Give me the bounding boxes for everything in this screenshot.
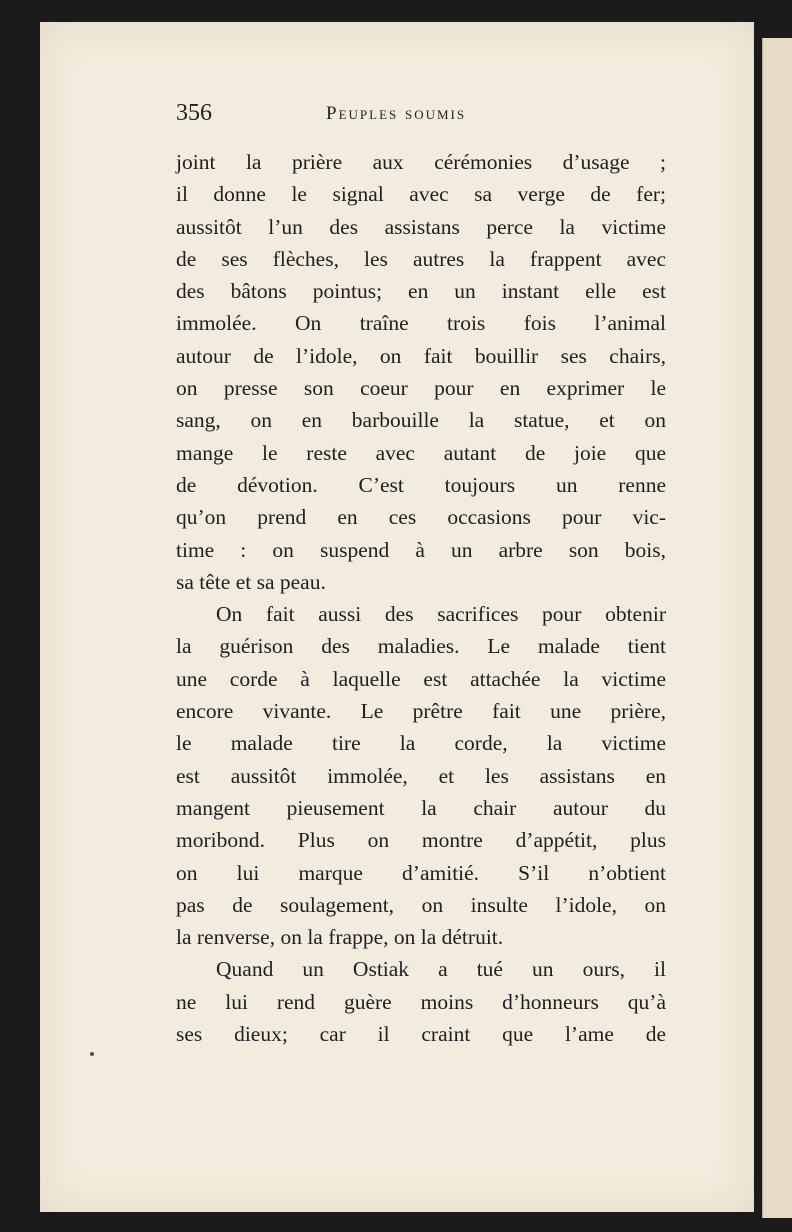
body-text — [176, 146, 666, 1050]
text-line: des bâtons pointus; en un instant elle est — [176, 279, 666, 304]
text-line: de ses flèches, les autres la frappent avec — [176, 246, 666, 271]
text-line: mange le reste avec autant de joie que — [176, 440, 666, 465]
text-line: on presse son coeur pour en exprimer le — [176, 376, 666, 401]
text-line: de dévotion. C’est toujours un renne — [176, 472, 666, 497]
text-line: sang, on en barbouille la statue, et on — [176, 408, 666, 433]
ink-speck — [90, 1052, 94, 1056]
paragraph-start-line: On fait aussi des sacrifices pour obtenir — [216, 602, 666, 627]
text-line: ne lui rend guère moins d’honneurs qu’à — [176, 989, 666, 1014]
text-line: le malade tire la corde, la victime — [176, 731, 666, 756]
paragraph-start-line: Quand un Ostiak a tué un ours, il — [216, 957, 666, 982]
text-line: mangent pieusement la chair autour du — [176, 795, 666, 820]
text-line: est aussitôt immolée, et les assistans en — [176, 763, 666, 788]
paragraph-end-line: sa tête et sa peau. — [176, 569, 326, 594]
text-line: il donne le signal avec sa verge de fer; — [176, 182, 666, 207]
text-line: time : on suspend à un arbre son bois, — [176, 537, 666, 562]
text-line: la guérison des maladies. Le malade tient — [176, 634, 666, 659]
text-line: qu’on prend en ces occasions pour vic- — [176, 505, 666, 530]
text-line: on lui marque d’amitié. S’il n’obtient — [176, 860, 666, 885]
page-number: 356 — [176, 100, 212, 126]
text-line: pas de soulagement, on insulte l’idole, on — [176, 892, 666, 917]
text-line: moribond. Plus on montre d’appétit, plus — [176, 828, 666, 853]
text-line: autour de l’idole, on fait bouillir ses chairs, — [176, 343, 666, 368]
next-page-edge — [762, 38, 792, 1218]
running-title: Peuples soumis — [326, 103, 467, 124]
text-line: aussitôt l’un des assistans perce la victime — [176, 214, 666, 239]
paragraph-end-line: la renverse, on la frappe, on la détruit. — [176, 925, 504, 950]
text-line: encore vivante. Le prêtre fait une prière, — [176, 699, 666, 724]
text-line: immolée. On traîne trois fois l’animal — [176, 311, 666, 336]
text-line: ses dieux; car il craint que l’ame de — [176, 1022, 666, 1047]
text-line: une corde à laquelle est attachée la victime — [176, 666, 666, 691]
text-line: joint la prière aux cérémonies d’usage ; — [176, 150, 666, 174]
